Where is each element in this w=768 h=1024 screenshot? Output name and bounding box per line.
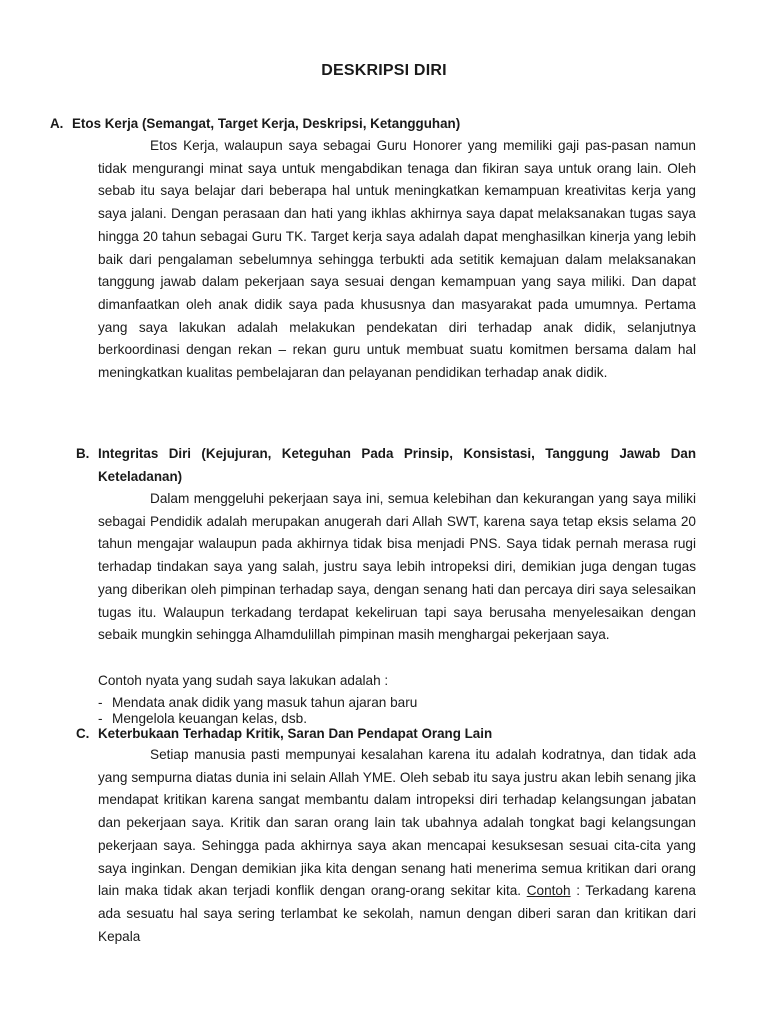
- section-b-paragraph: Dalam menggeluhi pekerjaan saya ini, semua kelebihan dan kekurangan yang saya miliki sebagai Pendidik adalah merupakan anugerah dari Allah SWT, karena saya tetap eksis selama 20 tahun mengajar walaupun pada akhirnya tidak bisa menjadi PNS. Saya tidak pernah merasa rugi terhadap tindakan saya yang salah, justru saya lebih intropeksi diri, demikian juga dengan tugas yang diberikan oleh pimpinan terhadap saya, dengan senang hati dan percaya diri saya selesaikan tugas itu. Walaupun terkadang terdapat kekeliruan tapi saya berusaha menyelesaikan dengan sebaik mungkin sehingga Alhamdulillah pimpinan masih menghargai pekerjaan saya.: [98, 491, 696, 643]
- list-item: - Mengelola keuangan kelas, dsb.: [98, 710, 307, 726]
- section-b-letter: B.: [76, 446, 90, 461]
- section-b-heading: [76, 443, 696, 488]
- section-c-letter: C.: [76, 726, 90, 741]
- section-b-title: Integritas Diri (Kejujuran, Keteguhan Pada Prinsip, Konsistasi, Tanggung Jawab Dan Keteladanan): [98, 446, 696, 484]
- section-c-heading: [76, 723, 696, 746]
- list-item: - Mendata anak didik yang masuk tahun ajaran baru: [98, 695, 418, 710]
- section-a-paragraph: Etos Kerja, walaupun saya sebagai Guru Honorer yang memiliki gaji pas-pasan namun tidak mengurangi minat saya untuk mengabdikan tenaga dan fikiran saya untuk orang lain. Oleh sebab itu saya belajar dari beberapa hal untuk meningkatkan kemampuan kreativitas kerja yang saya jalani. Dengan perasaan dan hati yang ikhlas akhirnya saya dapat melaksanakan tugas saya hingga 20 tahun sebagai Guru TK. Target kerja saya adalah dapat menghasilkan kinerja yang lebih baik dari pengalaman sebelumnya sehingga terbukti ada setitik kemajuan dalam melaksanakan tanggung jawab dalam pekerjaan saya sesuai dengan kemampuan yang saya miliki. Dan dapat dimanfaatkan oleh anak didik saya pada khususnya dan masyarakat pada umumnya. Pertama yang saya lakukan adalah melakukan pendekatan diri terhadap anak didik, selanjutnya berkoordinasi dengan rekan – rekan guru untuk membuat suatu komitmen bersama dalam hal meningkatkan kualitas pembelajaran dan pelayanan pendidikan terhadap anak didik.: [98, 138, 696, 381]
- section-c-title: Keterbukaan Terhadap Kritik, Saran Dan Pendapat Orang Lain: [98, 726, 493, 741]
- document-title: DESKRIPSI DIRI: [321, 62, 447, 79]
- section-c-paragraph: Setiap manusia pasti mempunyai kesalahan karena itu adalah kodratnya, dan tidak ada yang sempurna diatas dunia ini selain Allah YME. Oleh sebab itu saya justru akan lebih senang jika mendapat kritikan karena sangat membantu dalam intropeksi diri terhadap kelangsungan jabatan dan pekerjaan saya. Kritik dan saran orang lain tak ubahnya adalah tongkat bagi kelangsungan pekerjaan saya. Sehingga pada akhirnya saya akan mencapai kesuksesan sesuai cita-cita yang saya inginkan. Dengan demikian jika kita dengan senang hati menerima semua kritikan dari orang lain maka tidak akan terjadi konflik dengan orang-orang sekitar kita. Contoh : Terkadang karena ada sesuatu hal saya sering terlambat ke sekolah, namun dengan diberi saran dan kritikan dari Kepala: [98, 747, 696, 944]
- section-a-title: Etos Kerja (Semangat, Target Kerja, Deskripsi, Ketangguhan): [72, 116, 461, 131]
- section-b-bullet-list: [98, 695, 417, 726]
- section-a-letter: A.: [50, 116, 64, 131]
- section-a-heading: [50, 113, 696, 136]
- section-b-example-intro: Contoh nyata yang sudah saya lakukan adalah :: [98, 673, 389, 688]
- contoh-underlined: Contoh: [526, 883, 571, 899]
